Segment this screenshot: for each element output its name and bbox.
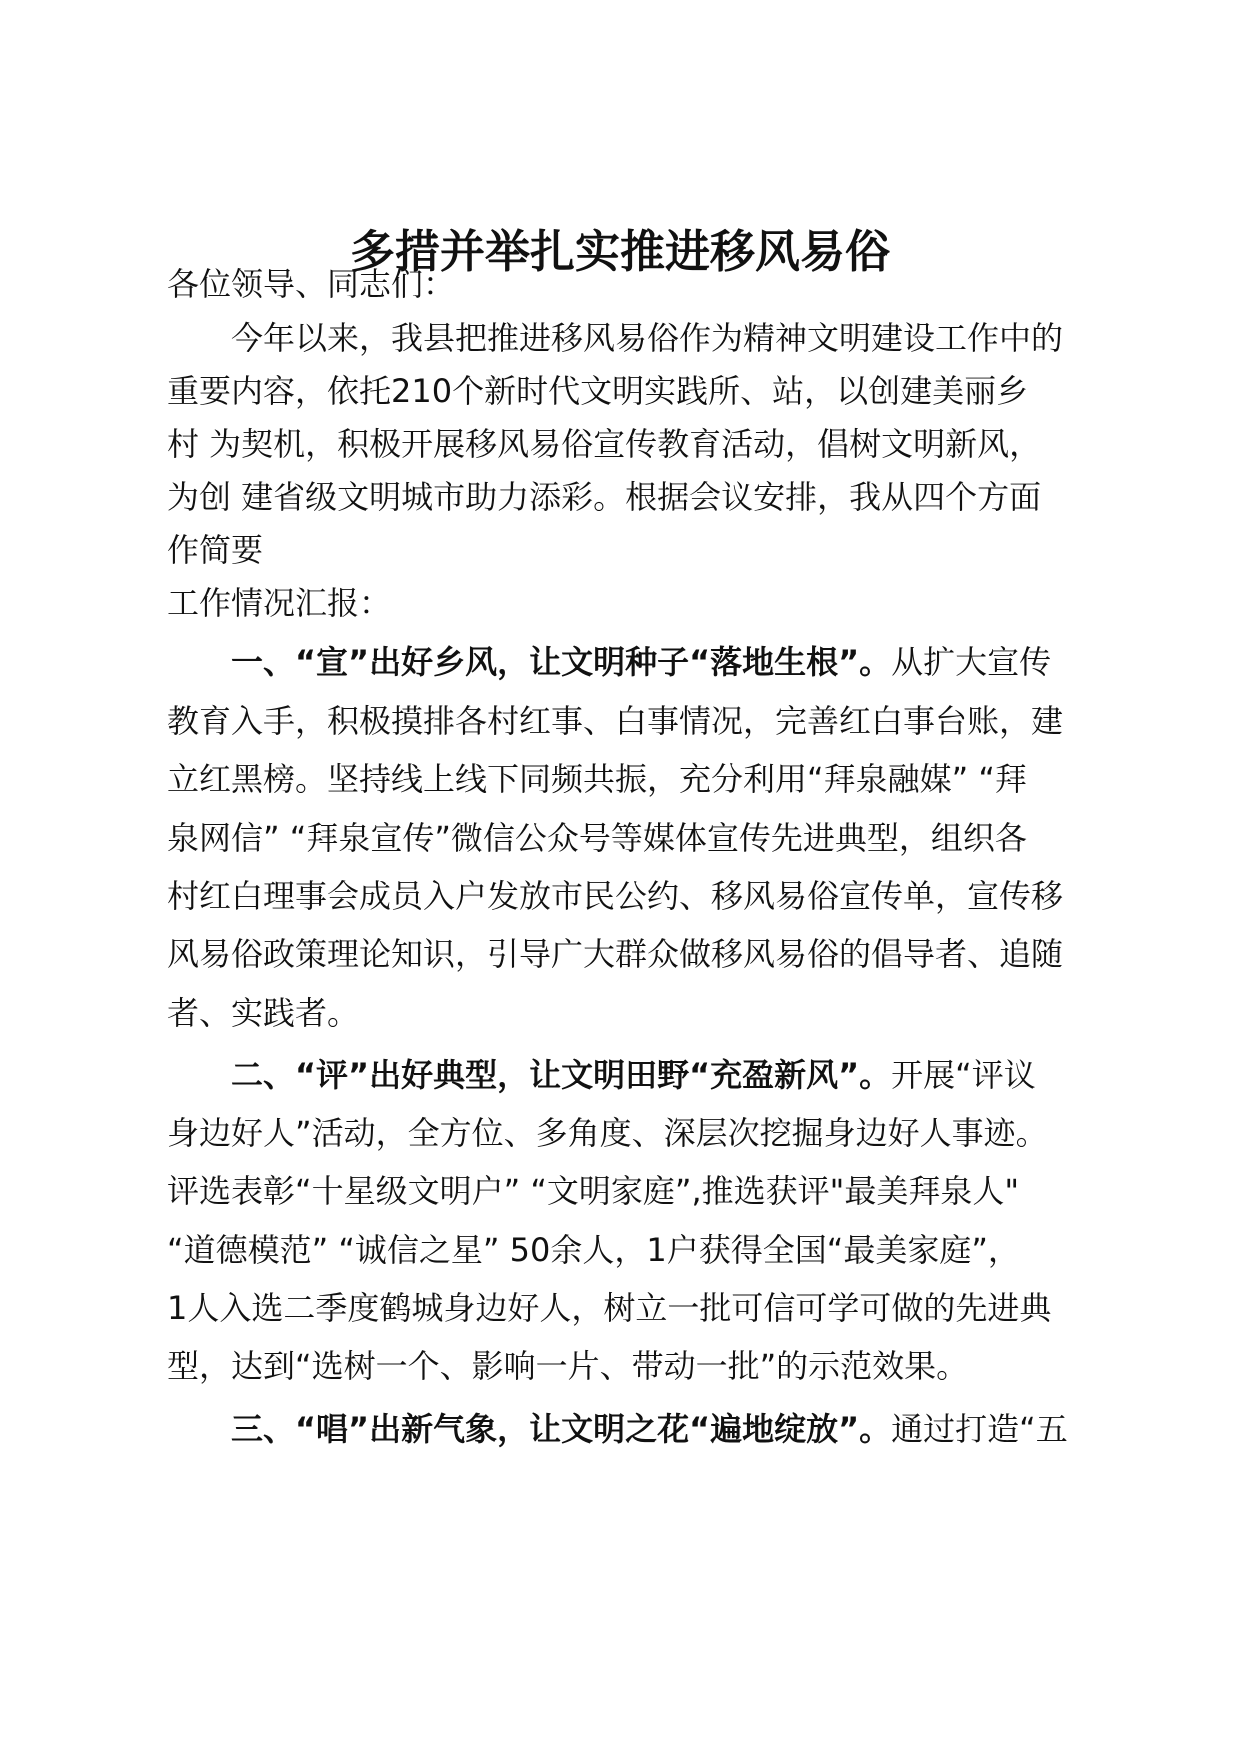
paragraph-line [167, 874, 1087, 918]
line-text: 工作情况汇报： [167, 584, 392, 622]
line-text: 村红白理事会成员入户发放市民公约、移风易俗宣传单，宣传移 [167, 877, 1064, 915]
paragraph-line [167, 1344, 1087, 1388]
section-heading-line [231, 1407, 1151, 1451]
line-text: 泉网信” “拜泉宣传”微信公众号等媒体宣传先进典型，组织各 [167, 819, 1027, 857]
line-text: 村 为契机，积极开展移风易俗宣传教育活动，倡树文明新风， [167, 425, 1042, 463]
paragraph-line [167, 475, 1087, 519]
paragraph-line [231, 316, 1151, 360]
paragraph-line [167, 816, 1087, 860]
line-text: 为创 建省级文明城市助力添彩。根据会议安排，我从四个方面 [167, 478, 1042, 516]
section-heading: 三、“唱”出新气象，让文明之花“遍地绽放”。 [231, 1410, 892, 1448]
line-text: 教育入手，积极摸排各村红事、白事情况，完善红白事台账，建 [167, 702, 1064, 740]
section-heading-line [231, 1053, 1151, 1097]
section-heading-line [231, 640, 1151, 684]
line-text: 身边好人”活动，全方位、多角度、深层次挖掘身边好人事迹。 [167, 1114, 1048, 1152]
paragraph-line [167, 528, 1087, 572]
paragraph-line [167, 1111, 1087, 1155]
paragraph-line [167, 1286, 1087, 1330]
paragraph-line [167, 1169, 1087, 1213]
section-heading: 一、“宣”出好乡风，让文明种子“落地生根”。 [231, 643, 892, 681]
line-text: 作简要 [167, 531, 264, 569]
paragraph-line [167, 1228, 1087, 1272]
section-heading: 二、“评”出好典型，让文明田野“充盈新风”。 [231, 1056, 892, 1094]
line-text: 从扩大宣传 [891, 643, 1052, 681]
line-text: 评选表彰“十星级文明户” “文明家庭”,推选获评"最美拜泉人" [167, 1172, 1020, 1210]
paragraph-line [167, 581, 1087, 625]
line-text: “道德模范” “诚信之星” 50余人，1户获得全国“最美家庭”， [167, 1231, 1020, 1269]
line-text: 1人入选二季度鹤城身边好人，树立一批可信可学可做的先进典 [167, 1289, 1052, 1327]
line-text: 开展“评议 [891, 1056, 1036, 1094]
line-text: 风易俗政策理论知识，引导广大群众做移风易俗的倡导者、追随 [167, 935, 1064, 973]
line-text: 者、实践者。 [167, 994, 360, 1032]
paragraph-line [167, 932, 1087, 976]
greeting: 各位领导、同志们： [167, 265, 456, 303]
paragraph-line [167, 991, 1087, 1035]
line-text: 通过打造“五 [891, 1410, 1068, 1448]
paragraph-line [167, 422, 1087, 466]
document-title: 多措并举扎实推进移风易俗 [349, 225, 890, 278]
line-text: 今年以来，我县把推进移风易俗作为精神文明建设工作中的 [231, 319, 1064, 357]
paragraph-line [167, 699, 1087, 743]
paragraph-line [167, 757, 1087, 801]
paragraph-line [167, 369, 1087, 413]
line-text: 立红黑榜。坚持线上线下同频共振，充分利用“拜泉融媒” “拜 [167, 760, 1027, 798]
line-text: 型，达到“选树一个、影响一片、带动一批”的示范效果。 [167, 1347, 969, 1385]
line-text: 重要内容，依托210个新时代文明实践所、站，以创建美丽乡 [167, 372, 1029, 410]
